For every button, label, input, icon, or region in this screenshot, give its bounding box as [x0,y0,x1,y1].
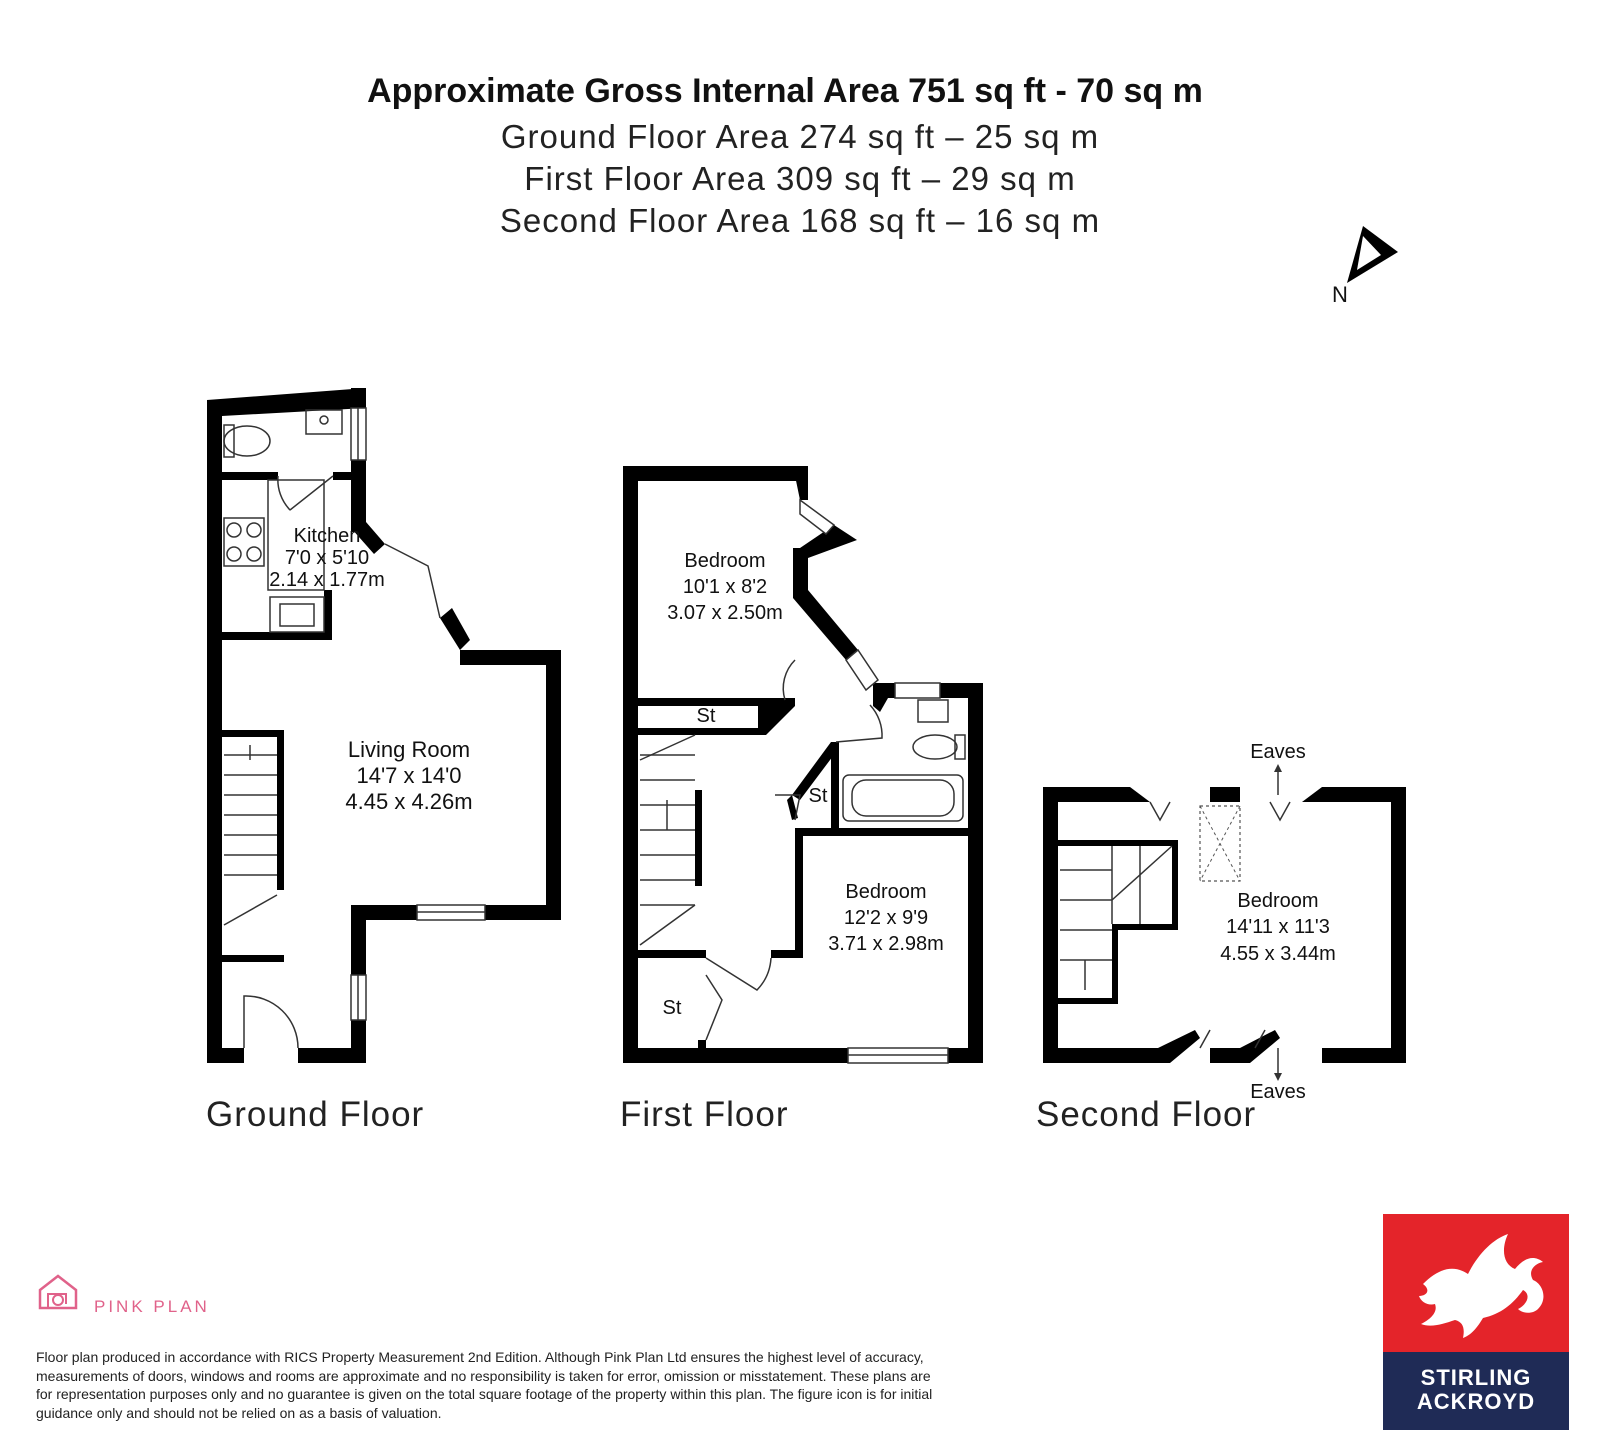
eaves-bottom-label: Eaves [1250,1081,1306,1103]
griffin-emblem-icon [1383,1214,1569,1352]
agent-line1: STIRLING [1420,1365,1532,1390]
first-floor-label: First Floor [620,1095,789,1134]
agent-line2: ACKROYD [1416,1389,1536,1414]
ground-area-line: Ground Floor Area 274 sq ft – 25 sq m [500,118,1100,155]
agent-wordmark [1383,1352,1569,1430]
first-floor-plan [623,466,983,1063]
pinkplan-logo-icon [40,1276,76,1308]
compass-label: N [1332,282,1348,307]
bedroom3-name: Bedroom [1237,890,1319,912]
store-a-label: St [696,705,716,727]
bedroom3-metric: 4.55 x 3.44m [1220,943,1336,965]
north-compass-icon [1332,226,1398,307]
kitchen-name: Kitchen [293,525,361,547]
kitchen-imperial: 7'0 x 5'10 [284,547,370,569]
store-b-label: St [808,785,828,807]
ground-floor-label: Ground Floor [206,1095,425,1134]
bedroom3-imperial: 14'11 x 11'3 [1226,916,1330,938]
second-floor-label: Second Floor [1036,1095,1257,1134]
living-imperial: 14'7 x 14'0 [356,763,462,788]
store-c-label: St [662,997,682,1019]
bedroom1-name: Bedroom [684,550,766,572]
stirling-ackroyd-logo [1383,1214,1569,1430]
ground-stairs [224,745,277,925]
bedroom2-name: Bedroom [845,881,927,903]
bedroom2-metric: 3.71 x 2.98m [828,933,944,955]
bedroom1-imperial: 10'1 x 8'2 [682,576,768,598]
second-area-line: Second Floor Area 168 sq ft – 16 sq m [499,202,1101,239]
eaves-top-label: Eaves [1250,741,1306,763]
living-metric: 4.45 x 4.26m [345,789,473,814]
pinkplan-wordmark: PINK PLAN [94,1297,210,1316]
kitchen-metric: 2.14 x 1.77m [269,569,385,591]
first-stairs [640,735,695,945]
ground-floor-plan [207,388,561,1063]
area-title: Approximate Gross Internal Area 751 sq ft - 70 sq m [367,72,1203,110]
living-name: Living Room [347,737,471,762]
bedroom2-imperial: 12'2 x 9'9 [843,907,929,929]
second-floor-plan [1043,741,1406,1103]
first-area-line: First Floor Area 309 sq ft – 29 sq m [524,160,1076,197]
bedroom1-metric: 3.07 x 2.50m [667,602,783,624]
disclaimer-text: Floor plan produced in accordance with RICS Property Measurement 2nd Edition. Although Pink Plan Ltd ensures the highest level of accuracy, measurements of doors, windows and rooms are approximate and no responsibility is taken for error, omission or misstatement. These plans are for representation purposes only and no guarantee is given on the total square footage of the property within this plan. The figure icon is for initial guidance only and should not be relied on as a basis of valuation. [36,1349,933,1421]
